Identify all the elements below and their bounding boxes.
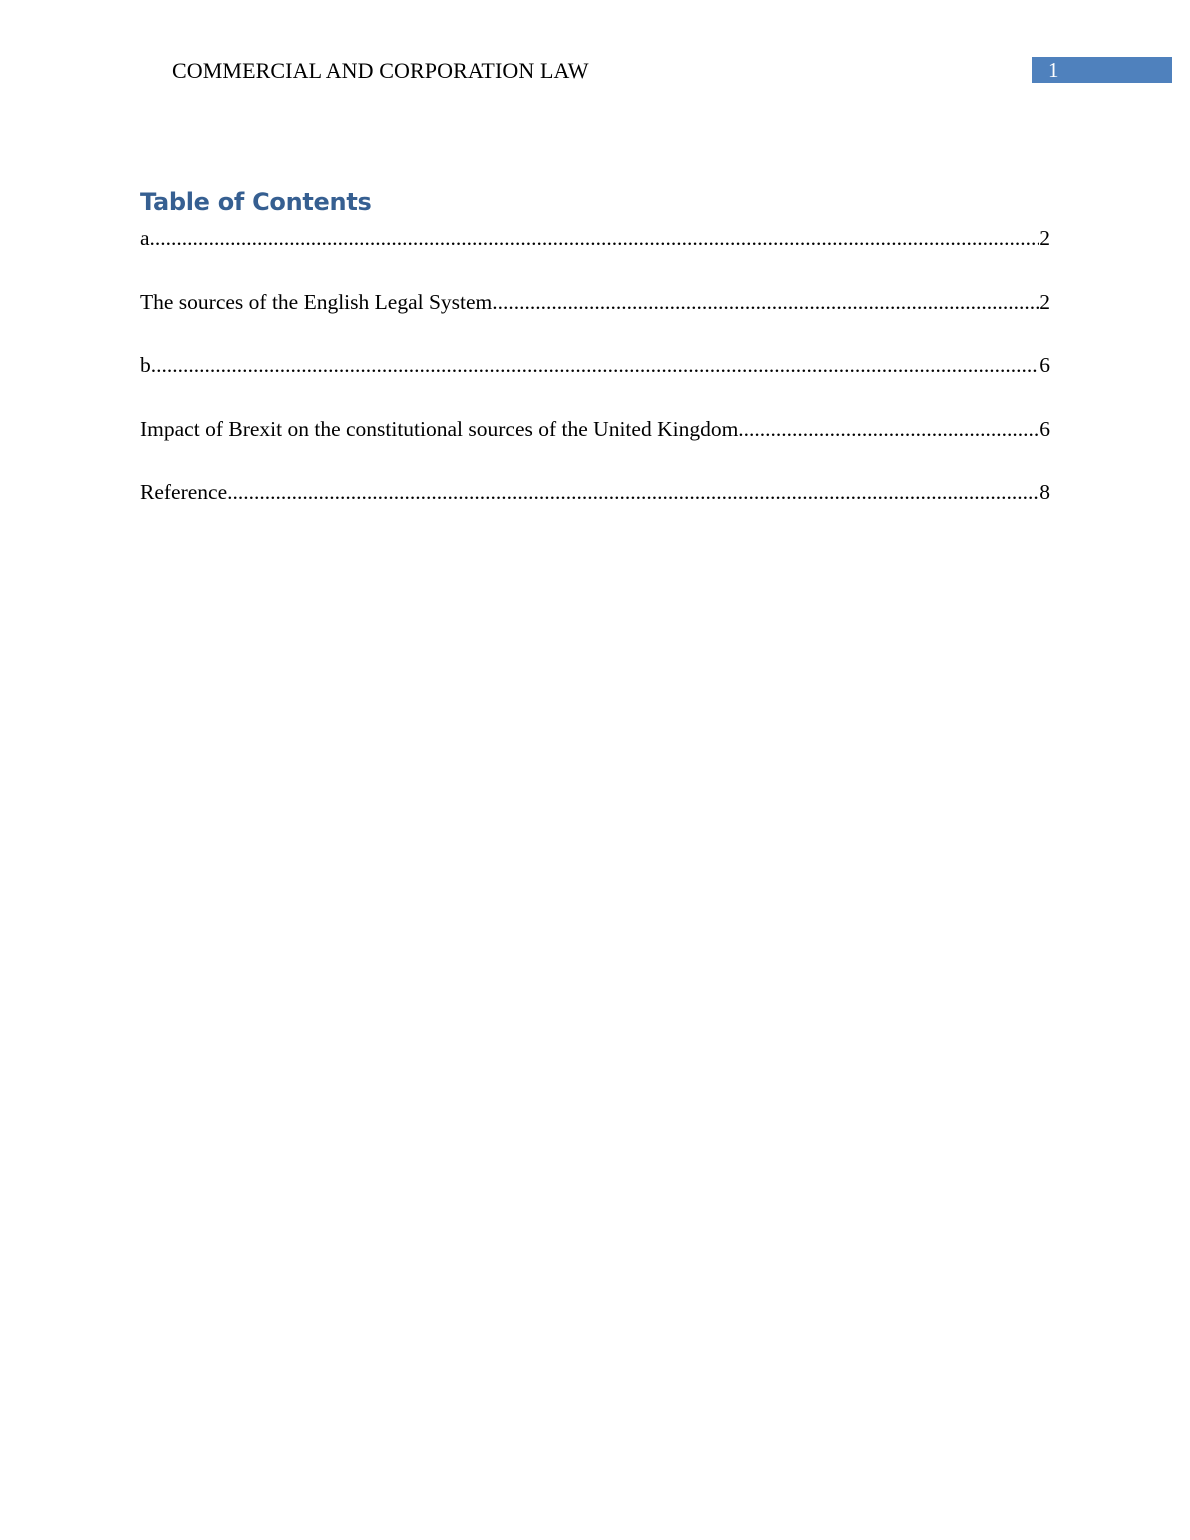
toc-entry-sources-english-legal-system[interactable] (140, 288, 1050, 316)
toc-entry-text: b (140, 353, 151, 377)
toc-dot-leader (492, 288, 1039, 316)
toc-dot-leader (738, 415, 1039, 443)
toc-entry-text: Impact of Brexit on the constitutional sources of the United Kingdom (140, 416, 739, 441)
toc-list (140, 224, 1050, 506)
page-number-badge (1032, 57, 1172, 83)
toc-entry-a[interactable] (140, 224, 1050, 252)
toc-dot-leader (227, 478, 1039, 506)
toc-entry-impact-of-brexit[interactable] (140, 415, 1050, 443)
toc-dot-leader (150, 224, 1040, 252)
toc-entry-text: a (140, 226, 150, 250)
toc-entry-text: The sources of the English Legal System (140, 289, 493, 314)
toc-entry-b[interactable] (140, 351, 1050, 379)
toc-entry-page: 2 (1039, 289, 1050, 314)
toc-entry-reference[interactable] (140, 478, 1050, 506)
toc-entry-page: 8 (1039, 480, 1050, 504)
toc-entry-text: Reference (140, 480, 228, 504)
toc-dot-leader (151, 351, 1040, 379)
toc-entry-page: 6 (1039, 353, 1050, 377)
page-number: 1 (1048, 58, 1059, 82)
toc-heading: Table of Contents (140, 188, 372, 216)
toc-entry-page: 6 (1039, 416, 1050, 441)
running-header-title: COMMERCIAL AND CORPORATION LAW (172, 58, 589, 83)
toc-entry-page: 2 (1039, 226, 1050, 250)
